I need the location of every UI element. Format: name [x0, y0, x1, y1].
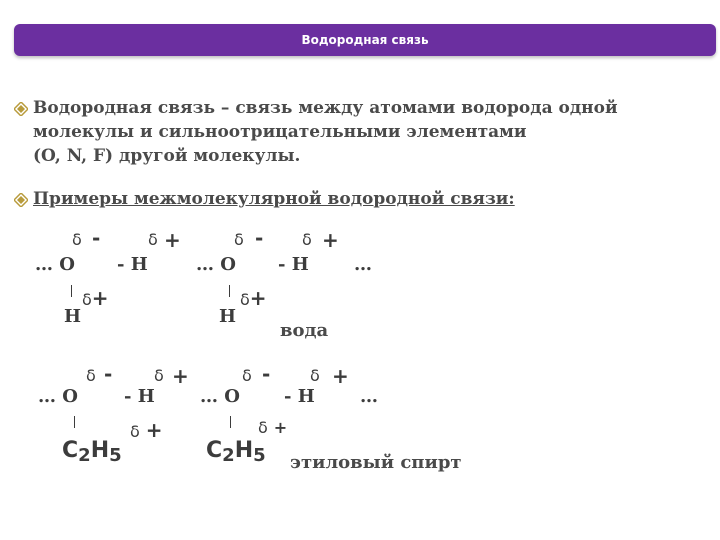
bond-line — [74, 416, 75, 428]
water-ellipsis: … — [354, 254, 372, 275]
delta-o-mid: δ — [234, 230, 244, 249]
delta-under-c-mid: δ + — [258, 418, 288, 437]
bond-line — [229, 285, 230, 297]
slide-title: Водородная связь — [301, 33, 429, 47]
delta-o-left: δ — [86, 366, 96, 385]
delta-under-c-left: δ + — [130, 418, 163, 442]
charge-plus-h-mid: + — [332, 364, 349, 388]
water-h-mid: - H — [278, 254, 309, 275]
ethanol-h-mid: - H — [284, 386, 315, 407]
charge-minus-o-mid: - — [255, 226, 264, 250]
delta-h-left: δ — [148, 230, 158, 249]
bond-line — [71, 285, 72, 297]
charge-plus-h-left: + — [172, 364, 189, 388]
bond-line — [230, 416, 231, 428]
diamond-bullet-icon — [14, 102, 28, 116]
delta-under-h-left: δ+ — [82, 286, 109, 310]
delta-o-left: δ — [72, 230, 82, 249]
diamond-bullet-icon — [14, 193, 28, 207]
delta-h-mid: δ — [310, 366, 320, 385]
charge-minus-o-left: - — [104, 362, 113, 386]
ethanol-c2h5-left: $C_2H_5$ — [62, 438, 122, 466]
delta-o-mid: δ — [242, 366, 252, 385]
bullet-1-line-3: (O, N, F) другой молекулы. — [33, 146, 301, 166]
charge-plus-h-mid: + — [322, 228, 339, 252]
charge-minus-o-mid: - — [262, 362, 271, 386]
delta-h-left: δ — [154, 366, 164, 385]
water-o-left: … O — [35, 254, 75, 275]
ethanol-h-left: - H — [124, 386, 155, 407]
bullet-1-line-2: молекулы и сильноотрицательными элементами — [33, 122, 527, 142]
water-h-bottom-left: H — [64, 306, 82, 327]
ethanol-o-mid: … O — [200, 386, 240, 407]
charge-minus-o-left: - — [92, 226, 101, 250]
ethanol-c2h5-mid: $C_2H_5$ — [206, 438, 266, 466]
ethanol-o-left: … O — [38, 386, 78, 407]
water-label: вода — [280, 320, 329, 341]
ethanol-label: этиловый спирт — [290, 452, 462, 473]
title-bar — [14, 24, 716, 56]
bullet-1-line-1: Водородная связь – связь между атомами водорода одной — [33, 98, 618, 118]
delta-h-mid: δ — [302, 230, 312, 249]
water-o-mid: … O — [196, 254, 236, 275]
delta-under-h-mid: δ+ — [240, 286, 267, 310]
ethanol-ellipsis: … — [360, 386, 378, 407]
water-h-bottom-mid: H — [219, 306, 237, 327]
bullet-2-text: Примеры межмолекулярной водородной связи: — [33, 189, 515, 209]
water-h-left: - H — [117, 254, 148, 275]
charge-plus-h-left: + — [164, 228, 181, 252]
